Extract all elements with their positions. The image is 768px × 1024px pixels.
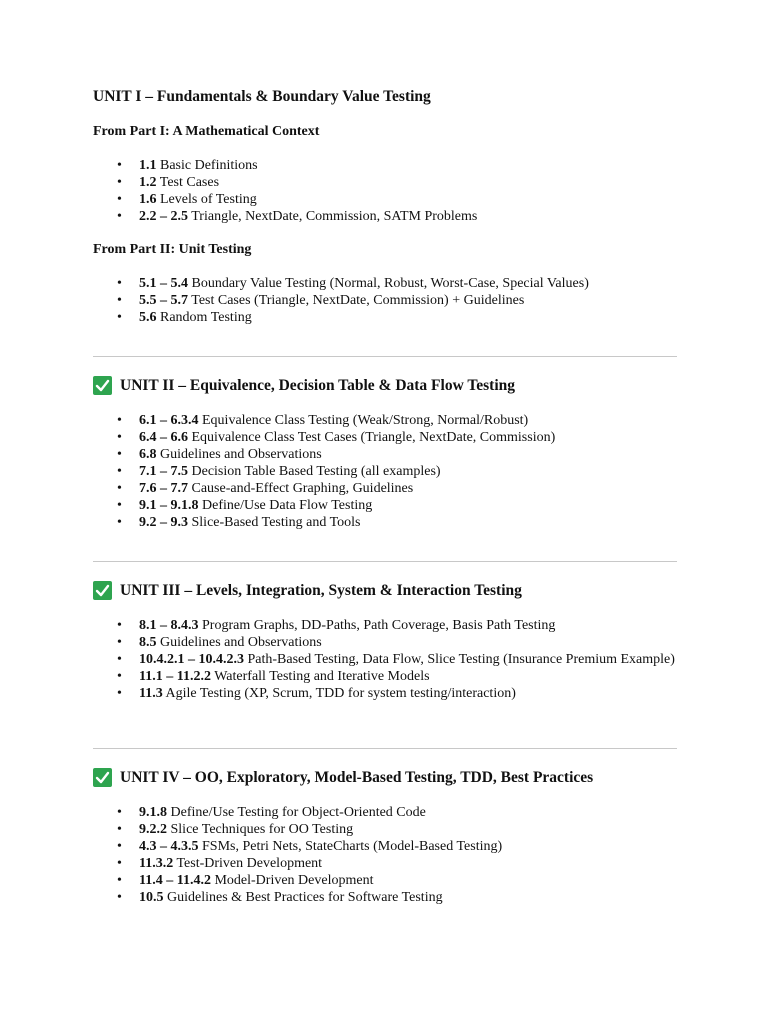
bullet-icon: • — [117, 618, 122, 633]
list-item: • 9.2 – 9.3 Slice-Based Testing and Tools — [117, 515, 361, 530]
check-mark-icon — [93, 581, 112, 600]
bullet-icon: • — [117, 175, 122, 190]
check-mark-icon — [93, 376, 112, 395]
bullet-icon: • — [117, 293, 122, 308]
unit-3-title: UNIT III – Levels, Integration, System & Interaction Testing — [93, 581, 522, 600]
bullet-icon: • — [117, 686, 122, 701]
unit-4-list — [93, 804, 677, 906]
list-item: • 9.1.8 Define/Use Testing for Object-Oriented Code — [117, 805, 426, 820]
list-item: • 2.2 – 2.5 Triangle, NextDate, Commission, SATM Problems — [117, 209, 478, 224]
list-item: • 5.5 – 5.7 Test Cases (Triangle, NextDate, Commission) + Guidelines — [117, 293, 525, 308]
bullet-icon: • — [117, 856, 122, 871]
unit-1-part-2-list — [93, 275, 677, 326]
check-mark-icon — [93, 768, 112, 787]
bullet-icon: • — [117, 498, 122, 513]
bullet-icon: • — [117, 822, 122, 837]
bullet-icon: • — [117, 652, 122, 667]
unit-3-list — [93, 617, 677, 702]
divider — [93, 748, 677, 749]
bullet-icon: • — [117, 430, 122, 445]
list-item: • 7.6 – 7.7 Cause-and-Effect Graphing, Guidelines — [117, 481, 414, 496]
bullet-icon: • — [117, 192, 122, 207]
bullet-icon: • — [117, 209, 122, 224]
list-item: • 10.5 Guidelines & Best Practices for Software Testing — [117, 890, 443, 905]
list-item: • 6.4 – 6.6 Equivalence Class Test Cases (Triangle, NextDate, Commission) — [117, 430, 556, 445]
unit-2-list — [93, 412, 677, 531]
unit-1-title: UNIT I – Fundamentals & Boundary Value Testing — [93, 88, 431, 105]
list-item: • 11.3.2 Test-Driven Development — [117, 856, 323, 871]
bullet-icon: • — [117, 413, 122, 428]
bullet-icon: • — [117, 481, 122, 496]
bullet-icon: • — [117, 310, 122, 325]
bullet-icon: • — [117, 805, 122, 820]
list-item: • 1.6 Levels of Testing — [117, 192, 257, 207]
list-item: • 11.3 Agile Testing (XP, Scrum, TDD for system testing/interaction) — [117, 686, 516, 701]
bullet-icon: • — [117, 890, 122, 905]
bullet-icon: • — [117, 669, 122, 684]
list-item: • 11.1 – 11.2.2 Waterfall Testing and Iterative Models — [117, 669, 430, 684]
list-item: • 9.2.2 Slice Techniques for OO Testing — [117, 822, 354, 837]
bullet-icon: • — [117, 276, 122, 291]
list-item: • 8.1 – 8.4.3 Program Graphs, DD-Paths, Path Coverage, Basis Path Testing — [117, 618, 556, 633]
bullet-icon: • — [117, 515, 122, 530]
list-item: • 1.1 Basic Definitions — [117, 158, 258, 173]
list-item: • 8.5 Guidelines and Observations — [117, 635, 322, 650]
list-item: • 11.4 – 11.4.2 Model-Driven Development — [117, 873, 374, 888]
unit-1-part-2-heading: From Part II: Unit Testing — [93, 242, 252, 257]
list-item: • 4.3 – 4.3.5 FSMs, Petri Nets, StateCharts (Model-Based Testing) — [117, 839, 503, 854]
list-item: • 10.4.2.1 – 10.4.2.3 Path-Based Testing, Data Flow, Slice Testing (Insurance Premium Example) — [117, 652, 675, 667]
unit-1-part-1-heading: From Part I: A Mathematical Context — [93, 124, 320, 139]
unit-1-part-1-list — [93, 157, 677, 225]
list-item: • 9.1 – 9.1.8 Define/Use Data Flow Testing — [117, 498, 373, 513]
unit-2-title: UNIT II – Equivalence, Decision Table & Data Flow Testing — [93, 376, 515, 395]
list-item: • 6.1 – 6.3.4 Equivalence Class Testing (Weak/Strong, Normal/Robust) — [117, 413, 529, 428]
divider — [93, 561, 677, 562]
list-item: • 7.1 – 7.5 Decision Table Based Testing (all examples) — [117, 464, 441, 479]
list-item: • 6.8 Guidelines and Observations — [117, 447, 322, 462]
bullet-icon: • — [117, 635, 122, 650]
list-item: • 1.2 Test Cases — [117, 175, 220, 190]
bullet-icon: • — [117, 873, 122, 888]
bullet-icon: • — [117, 158, 122, 173]
unit-4-title: UNIT IV – OO, Exploratory, Model-Based Testing, TDD, Best Practices — [93, 768, 593, 787]
divider — [93, 356, 677, 357]
bullet-icon: • — [117, 447, 122, 462]
list-item: • 5.6 Random Testing — [117, 310, 252, 325]
list-item: • 5.1 – 5.4 Boundary Value Testing (Normal, Robust, Worst-Case, Special Values) — [117, 276, 589, 291]
bullet-icon: • — [117, 839, 122, 854]
bullet-icon: • — [117, 464, 122, 479]
